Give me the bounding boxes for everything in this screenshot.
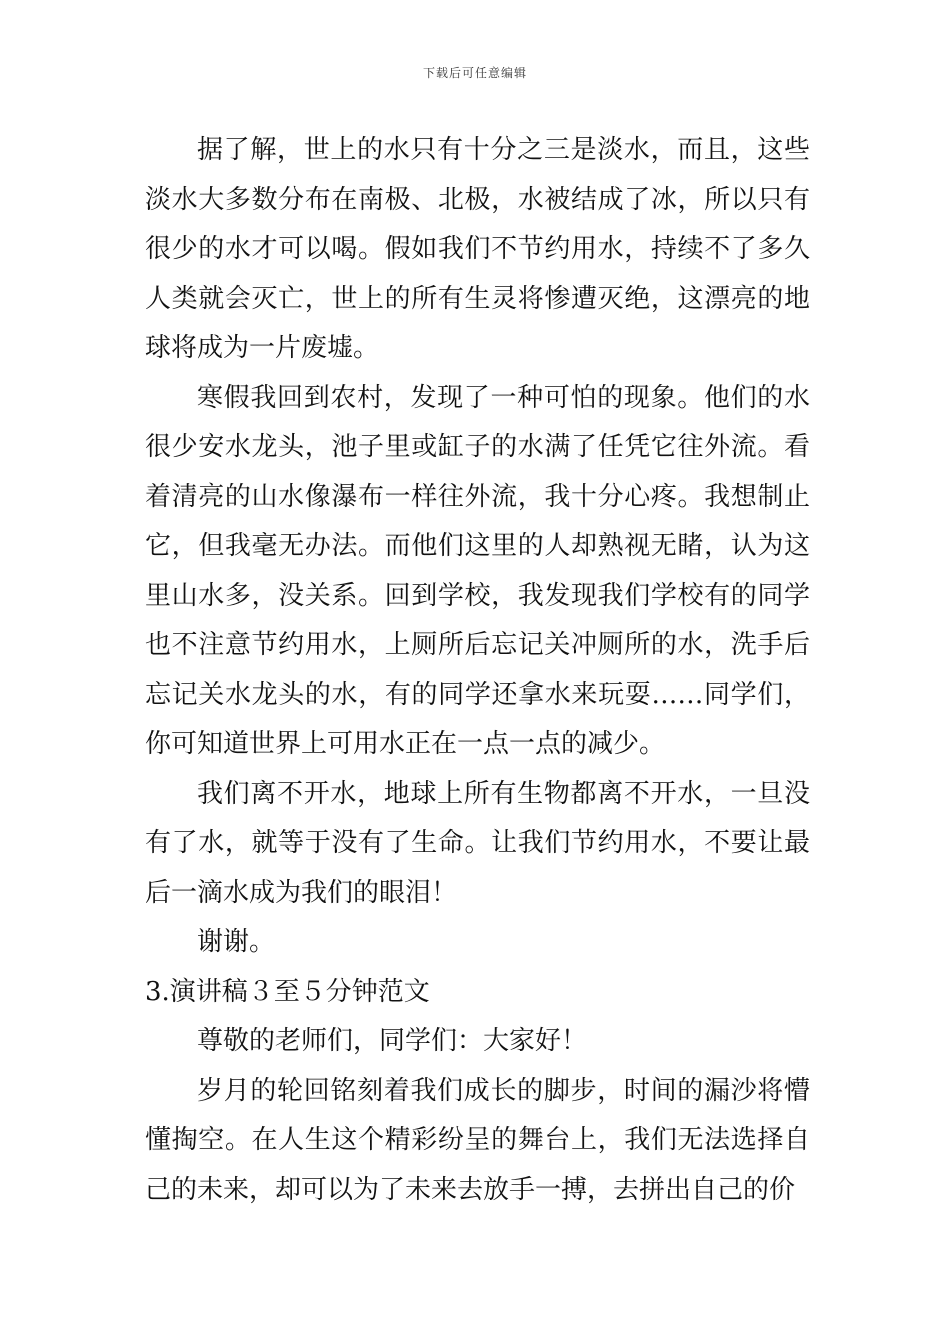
paragraph-fresh-water: 据了解，世上的水只有十分之三是淡水，而且，这些淡水大多数分布在南极、北极，水被结成了冰，所以只有很少的水才可以喝。假如我们不节约用水，持续不了多久人类就会灭亡，世上的所有生灵将惨遭灭绝，这漂亮的地球将成为一片废墟。 [145,135,810,363]
paragraph-years: 岁月的轮回铭刻着我们成长的脚步，时间的漏沙将懵懂掏空。在人生这个精彩纷呈的舞台上，我们无法选择自己的未来，却可以为了未来去放手一搏，去拼出自己的价 [145,1075,810,1205]
section-heading: 3.演讲稿３至５分钟范文 [145,976,430,1007]
paragraph-conclusion: 我们离不开水，地球上所有生物都离不开水，一旦没有了水，就等于没有了生命。让我们节约用水，不要让最后一滴水成为我们的眼泪！ [145,778,810,908]
page-header: 下载后可任意编辑 [422,66,527,80]
paragraph-greeting: 尊敬的老师们，同学们：大家好！ [197,1026,588,1056]
document-body [145,126,810,1215]
paragraph-thanks: 谢谢。 [197,927,276,957]
paragraph-countryside: 寒假我回到农村，发现了一种可怕的现象。他们的水很少安水龙头，池子里或缸子的水满了任凭它往外流。看着清亮的山水像瀑布一样往外流，我十分心疼。我想制止它，但我毫无办法。而他们这里的人却熟视无睹，认为这里山水多，没关系。回到学校，我发现我们学校有的同学也不注意节约用水，上厕所后忘记关冲厕所的水，洗手后忘记关水龙头的水，有的同学还拿水来玩耍……同学们，你可知道世界上可用水正在一点一点的减少。 [145,382,810,759]
